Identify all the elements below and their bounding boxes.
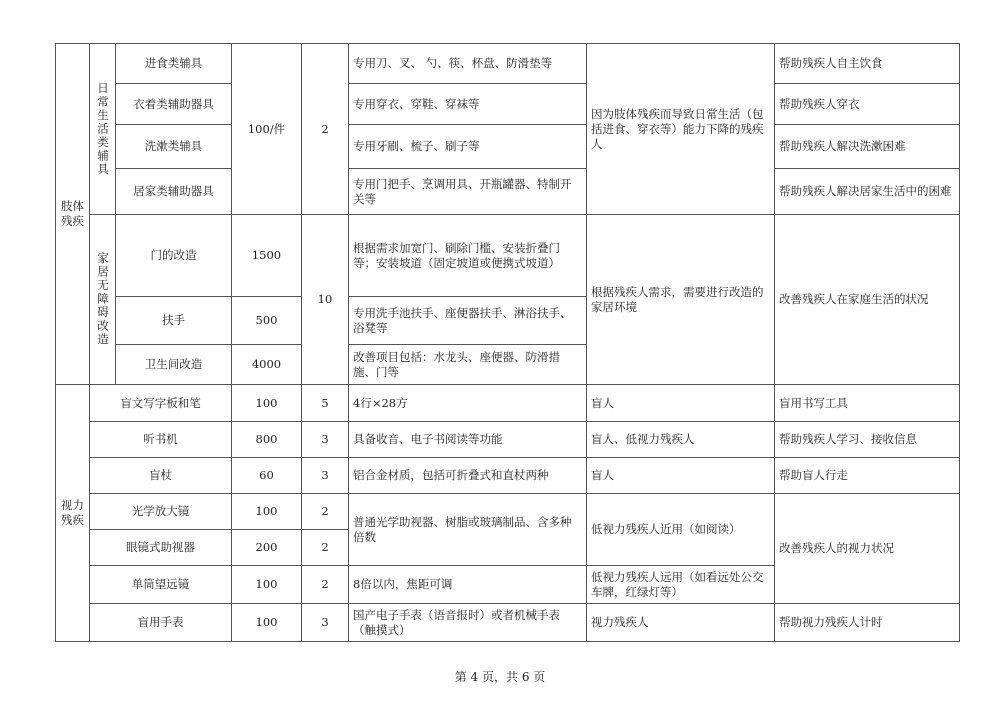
page-number: 第 4 页，共 6 页 — [454, 670, 546, 684]
item-name: 盲杖 — [90, 458, 232, 494]
item-desc: 根据需求加宽门、刷除门槛、安装折叠门等；安装坡道（固定坡道或便携式坡道） — [349, 215, 587, 297]
item-purpose: 帮助残疾人解决洗漱困难 — [775, 125, 960, 169]
price-cell: 800 — [232, 422, 302, 458]
years-cell: 3 — [302, 422, 349, 458]
table-row — [56, 494, 960, 530]
years-cell: 5 — [302, 385, 349, 422]
target-cell: 低视力残疾人远用（如看远处公交车牌，红绿灯等） — [587, 566, 775, 604]
target-cell: 盲人、低视力残疾人 — [587, 422, 775, 458]
price-cell: 4000 — [232, 345, 302, 385]
group-cell: 家居无障碍改造 — [90, 215, 116, 385]
item-name: 单筒望远镜 — [90, 566, 232, 604]
years-cell: 2 — [302, 530, 349, 566]
item-name: 盲文写字板和笔 — [90, 385, 232, 422]
item-name: 卫生间改造 — [116, 345, 232, 385]
item-purpose: 帮助视力残疾人计时 — [775, 604, 960, 642]
price-cell: 100 — [232, 494, 302, 530]
item-desc: 改善项目包括：水龙头、座便器、防滑措施、门等 — [349, 345, 587, 385]
item-desc: 专用刀、叉、 勺、筷、杯盘、防滑垫等 — [349, 44, 587, 84]
item-desc: 专用洗手池扶手、座便器扶手、淋浴扶手、浴凳等 — [349, 297, 587, 345]
item-name: 扶手 — [116, 297, 232, 345]
category-cell: 肢体残疾 — [56, 44, 90, 385]
item-desc: 专用牙刷、梳子、刷子等 — [349, 125, 587, 169]
years-cell: 3 — [302, 604, 349, 642]
price-cell: 60 — [232, 458, 302, 494]
item-name: 洗漱类辅具 — [116, 125, 232, 169]
item-name: 盲用手表 — [90, 604, 232, 642]
table-row — [56, 385, 960, 422]
item-purpose: 盲用书写工具 — [775, 385, 960, 422]
aid-catalog-table — [55, 43, 960, 642]
item-desc: 国产电子手表（语音报时）或者机械手表（触摸式） — [349, 604, 587, 642]
years-cell: 2 — [302, 44, 349, 215]
table-row — [56, 44, 960, 84]
item-name: 进食类辅具 — [116, 44, 232, 84]
item-desc: 专用门把手、烹调用具、开瓶罐器、特制开关等 — [349, 169, 587, 215]
years-cell: 10 — [302, 215, 349, 385]
price-cell: 1500 — [232, 215, 302, 297]
item-name: 门的改造 — [116, 215, 232, 297]
item-purpose: 帮助残疾人学习、接收信息 — [775, 422, 960, 458]
target-cell: 视力残疾人 — [587, 604, 775, 642]
target-cell: 根据残疾人需求，需要进行改造的家居环境 — [587, 215, 775, 385]
table-row — [56, 215, 960, 297]
purpose-cell: 改善残疾人的视力状况 — [775, 494, 960, 604]
years-cell: 2 — [302, 566, 349, 604]
item-name: 衣着类辅助器具 — [116, 84, 232, 125]
years-cell: 2 — [302, 494, 349, 530]
table-row — [56, 604, 960, 642]
target-cell: 因为肢体残疾而导致日常生活（包括进食、穿衣等）能力下降的残疾人 — [587, 44, 775, 215]
item-name: 光学放大镜 — [90, 494, 232, 530]
item-purpose: 帮助残疾人自主饮食 — [775, 44, 960, 84]
price-cell: 500 — [232, 297, 302, 345]
target-cell: 盲人 — [587, 385, 775, 422]
category-cell: 视力残疾 — [56, 385, 90, 642]
price-cell: 100 — [232, 566, 302, 604]
item-name: 居家类辅助器具 — [116, 169, 232, 215]
item-name: 眼镜式助视器 — [90, 530, 232, 566]
table-row — [56, 125, 960, 169]
price-cell: 100 — [232, 385, 302, 422]
table-row — [56, 458, 960, 494]
item-desc: 普通光学助视器、树脂或玻璃制品、含多种倍数 — [349, 494, 587, 566]
item-desc: 8倍以内，焦距可调 — [349, 566, 587, 604]
target-cell: 盲人 — [587, 458, 775, 494]
table-row — [56, 84, 960, 125]
table-row — [56, 422, 960, 458]
group-cell: 日常生活类辅具 — [90, 44, 116, 215]
years-cell: 3 — [302, 458, 349, 494]
item-desc: 4行×28方 — [349, 385, 587, 422]
price-cell: 100/件 — [232, 44, 302, 215]
price-cell: 200 — [232, 530, 302, 566]
purpose-cell: 改善残疾人在家庭生活的状况 — [775, 215, 960, 385]
item-desc: 专用穿衣、穿鞋、穿袜等 — [349, 84, 587, 125]
table-row — [56, 169, 960, 215]
item-name: 听书机 — [90, 422, 232, 458]
price-cell: 100 — [232, 604, 302, 642]
item-desc: 铝合金材质，包括可折叠式和直杖两种 — [349, 458, 587, 494]
item-purpose: 帮助残疾人穿衣 — [775, 84, 960, 125]
target-cell: 低视力残疾人近用（如阅读） — [587, 494, 775, 566]
item-desc: 具备收音、电子书阅读等功能 — [349, 422, 587, 458]
item-purpose: 帮助盲人行走 — [775, 458, 960, 494]
item-purpose: 帮助残疾人解决居家生活中的困难 — [775, 169, 960, 215]
